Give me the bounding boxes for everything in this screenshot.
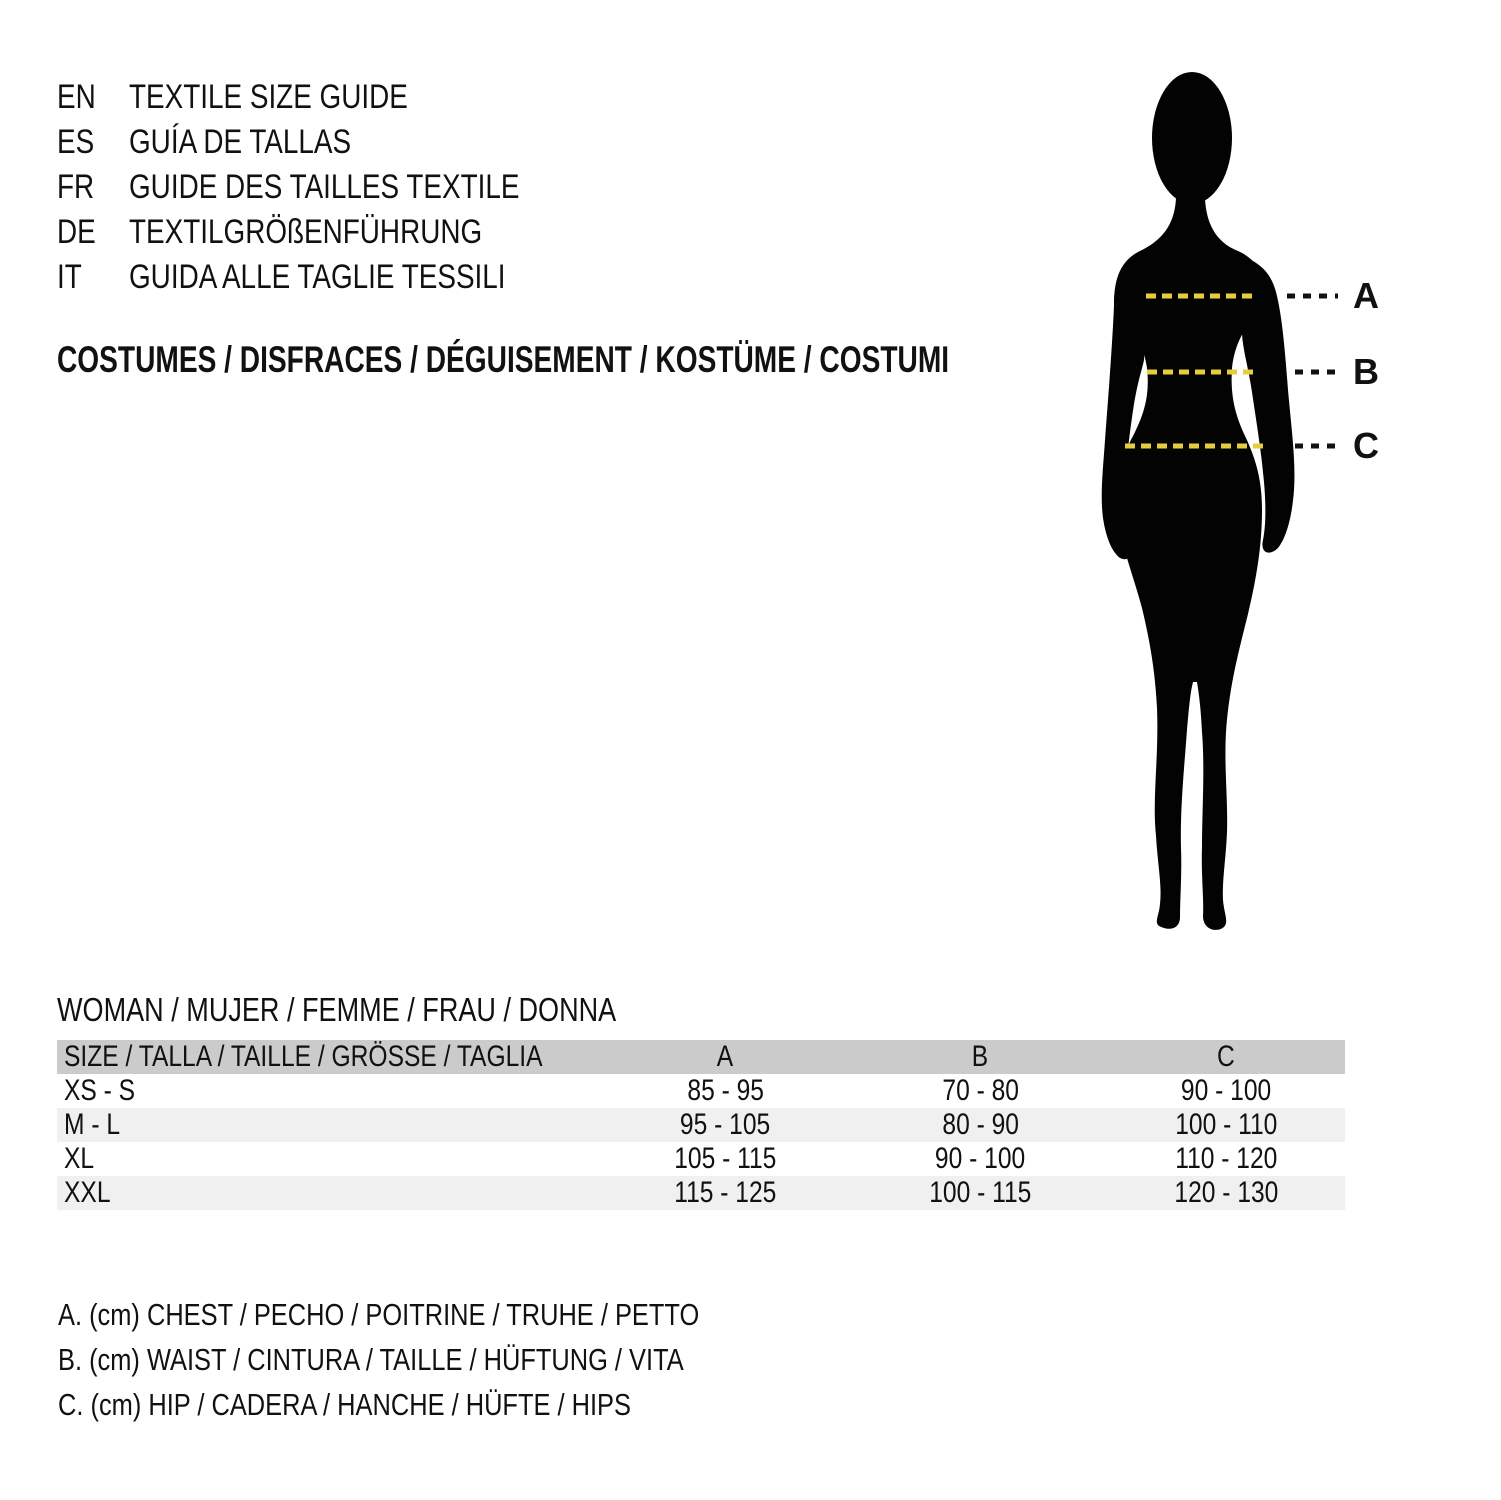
size-cell: XL: [64, 1142, 95, 1175]
waist-cell: 80 - 90: [942, 1108, 1019, 1141]
hip-cell: 90 - 100: [1180, 1074, 1272, 1107]
table-row-xxl: [57, 1176, 1345, 1210]
size-cell: M - L: [64, 1108, 121, 1141]
chest-cell: 105 - 115: [674, 1142, 777, 1175]
silhouette: [1102, 72, 1295, 930]
note-chest: A. (cm) CHEST / PECHO / POITRINE / TRUHE / PETTO: [58, 1297, 700, 1332]
language-list: [57, 75, 605, 300]
hip-cell: 120 - 130: [1174, 1176, 1278, 1209]
language-guide-title: GUÍA DE TALLAS: [129, 123, 352, 161]
table-row-xs-s: [57, 1074, 1345, 1108]
language-code: DE: [57, 213, 96, 251]
col-header-c: C: [1217, 1040, 1235, 1073]
language-row-it: [57, 255, 605, 300]
size-cell: XXL: [64, 1176, 111, 1209]
measurement-notes: [58, 1292, 840, 1427]
table-row-m-l: [57, 1108, 1345, 1142]
note-waist: B. (cm) WAIST / CINTURA / TAILLE / HÜFTUNG / VITA: [58, 1342, 684, 1377]
col-header-a: A: [717, 1040, 734, 1073]
language-guide-title: GUIDA ALLE TAGLIE TESSILI: [129, 258, 506, 296]
waist-cell: 100 - 115: [929, 1176, 1032, 1209]
silhouette-head: [1152, 72, 1232, 204]
language-guide-title: GUIDE DES TAILLES TEXTILE: [129, 168, 520, 206]
language-code: IT: [57, 258, 82, 296]
gender-section-title: WOMAN / MUJER / FEMME / FRAU / DONNA: [57, 991, 617, 1028]
chest-cell: 115 - 125: [674, 1176, 777, 1209]
chest-cell: 95 - 105: [680, 1108, 771, 1141]
hip-cell: 110 - 120: [1174, 1142, 1278, 1175]
language-row-fr: [57, 165, 605, 210]
hip-cell: 100 - 110: [1174, 1108, 1278, 1141]
woman-silhouette-figure: [1080, 70, 1345, 935]
language-code: EN: [57, 78, 96, 116]
chest-cell: 85 - 95: [687, 1074, 764, 1107]
table-row-xl: [57, 1142, 1345, 1176]
language-row-es: [57, 120, 605, 165]
size-table: [57, 1040, 1345, 1210]
measure-label-a: A: [1353, 275, 1379, 316]
measure-label-c: C: [1353, 425, 1379, 466]
language-guide-title: TEXTILE SIZE GUIDE: [129, 78, 408, 116]
waist-cell: 90 - 100: [935, 1142, 1026, 1175]
size-cell: XS - S: [64, 1074, 136, 1107]
language-row-en: [57, 75, 605, 120]
language-code: ES: [57, 123, 95, 161]
category-title: COSTUMES / DISFRACES / DÉGUISEMENT / KOSTÜME / COSTUMI: [57, 339, 950, 380]
language-row-de: [57, 210, 605, 255]
col-header-b: B: [972, 1040, 989, 1073]
col-header-size: SIZE / TALLA / TAILLE / GRÖSSE / TAGLIA: [64, 1040, 543, 1073]
size-table-header-row: [57, 1040, 1345, 1074]
waist-cell: 70 - 80: [942, 1074, 1019, 1107]
language-code: FR: [57, 168, 95, 206]
note-hip: C. (cm) HIP / CADERA / HANCHE / HÜFTE / HIPS: [58, 1387, 631, 1422]
measure-label-b: B: [1353, 351, 1379, 392]
language-guide-title: TEXTILGRÖßENFÜHRUNG: [129, 213, 483, 251]
